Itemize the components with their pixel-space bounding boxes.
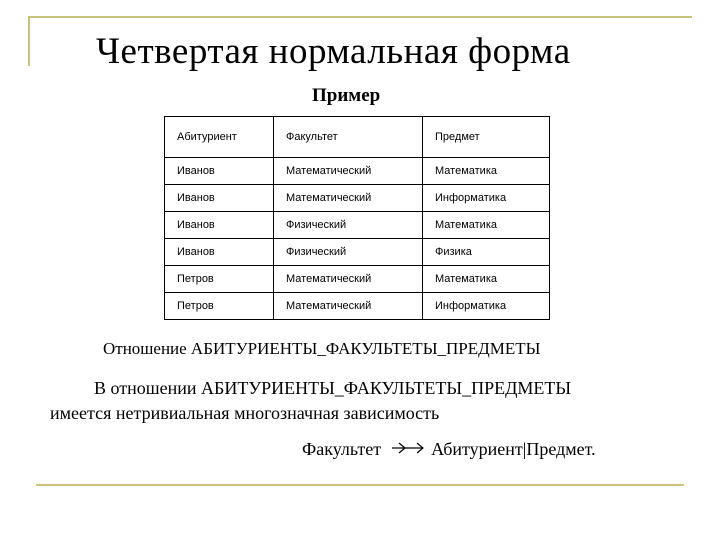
paragraph-line-2: имеется нетривиальная многозначная зависимость — [50, 403, 440, 423]
table-row — [165, 212, 550, 239]
table-row — [165, 158, 550, 185]
header-faculty: Факультет — [274, 117, 423, 158]
cell-faculty: Физический — [274, 212, 423, 239]
cell-subject: Физика — [423, 239, 550, 266]
header-abiturient: Абитуриент — [165, 117, 274, 158]
cell-abiturient: Иванов — [165, 185, 274, 212]
dependency-formula — [302, 439, 596, 460]
cell-faculty: Математический — [274, 266, 423, 293]
bottom-decor-line — [36, 484, 684, 486]
formula-right: Абитуриент|Предмет. — [431, 439, 596, 459]
cell-subject: Информатика — [423, 185, 550, 212]
slide-title: Четвертая нормальная форма — [96, 31, 571, 72]
cell-subject: Математика — [423, 158, 550, 185]
cell-faculty: Математический — [274, 158, 423, 185]
cell-abiturient: Петров — [165, 266, 274, 293]
top-decor-line — [28, 16, 692, 18]
cell-faculty: Математический — [274, 293, 423, 320]
left-decor-line — [28, 16, 30, 66]
cell-abiturient: Петров — [165, 293, 274, 320]
table-caption: Отношение АБИТУРИЕНТЫ_ФАКУЛЬТЕТЫ_ПРЕДМЕТЫ — [103, 339, 541, 358]
cell-faculty: Математический — [274, 185, 423, 212]
cell-faculty: Физический — [274, 239, 423, 266]
cell-subject: Математика — [423, 266, 550, 293]
table-row — [165, 293, 550, 320]
slide-subtitle: Пример — [312, 85, 381, 106]
cell-subject: Информатика — [423, 293, 550, 320]
table-row — [165, 239, 550, 266]
table-row — [165, 266, 550, 293]
header-subject: Предмет — [423, 117, 550, 158]
cell-abiturient: Иванов — [165, 158, 274, 185]
double-arrow-icon — [391, 439, 425, 460]
table-header-row — [165, 117, 550, 158]
cell-subject: Математика — [423, 212, 550, 239]
table-row — [165, 185, 550, 212]
formula-left: Факультет — [302, 439, 382, 459]
relation-table — [164, 116, 550, 320]
cell-abiturient: Иванов — [165, 239, 274, 266]
paragraph-line-1: В отношении АБИТУРИЕНТЫ_ФАКУЛЬТЕТЫ_ПРЕДМЕТЫ — [94, 378, 572, 398]
cell-abiturient: Иванов — [165, 212, 274, 239]
